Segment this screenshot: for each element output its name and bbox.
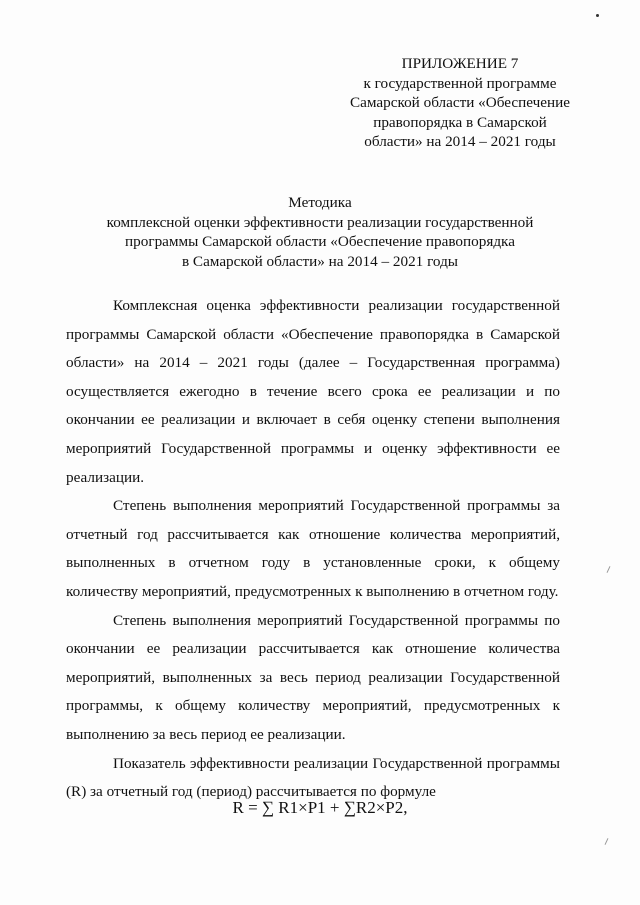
scan-speck: [596, 14, 599, 17]
annex-header: [330, 54, 590, 152]
body-paragraph: Показатель эффективности реализации Государственной программы (R) за отчетный год (период) рассчитывается по формуле: [66, 754, 560, 801]
scan-mark: [605, 838, 609, 845]
body-paragraph: Степень выполнения мероприятий Государственной программы по окончании ее реализации рассчитывается как отношение количества мероприятий, выполненных за весь период реализации Государственной программы, к общему количеству мероприятий, предусмотренных к выполнению за весь период ее реализации.: [66, 611, 560, 743]
body-paragraph: Комплексная оценка эффективности реализации государственной программы Самарской области «Обеспечение правопорядка в Самарской области» на 2014 – 2021 годы (далее – Государственная программа) осуществляется ежегодно в течение всего срока ее реализации и по окончании ее реализации и включает в себя оценку степени выполнения мероприятий Государственной программы и оценку эффективности ее реализации.: [66, 297, 560, 486]
title-line: в Самарской области» на 2014 – 2021 годы: [181, 252, 459, 270]
annex-line: области» на 2014 – 2021 годы: [364, 133, 556, 150]
body-paragraph: Степень выполнения мероприятий Государственной программы за отчетный год рассчитывается как отношение количества мероприятий, выполненных в отчетном году в установленные сроки, к общему количеству мероприятий, предусмотренных к выполнению в отчетном году.: [66, 497, 560, 600]
annex-line: к государственной программе: [363, 74, 557, 92]
efficiency-formula: R = ∑ R1×P1 + ∑R2×P2,: [232, 798, 408, 817]
document-title: [60, 193, 580, 271]
title-line: комплексной оценки эффективности реализации государственной: [106, 213, 534, 231]
document-body: [66, 292, 560, 807]
title-heading: Методика: [288, 194, 352, 211]
scan-mark: [607, 566, 611, 573]
annex-number: ПРИЛОЖЕНИЕ 7: [401, 55, 519, 72]
annex-line: правопорядка в Самарской: [373, 113, 547, 131]
title-line: программы Самарской области «Обеспечение правопорядка: [125, 233, 515, 250]
annex-line: Самарской области «Обеспечение: [350, 94, 570, 111]
